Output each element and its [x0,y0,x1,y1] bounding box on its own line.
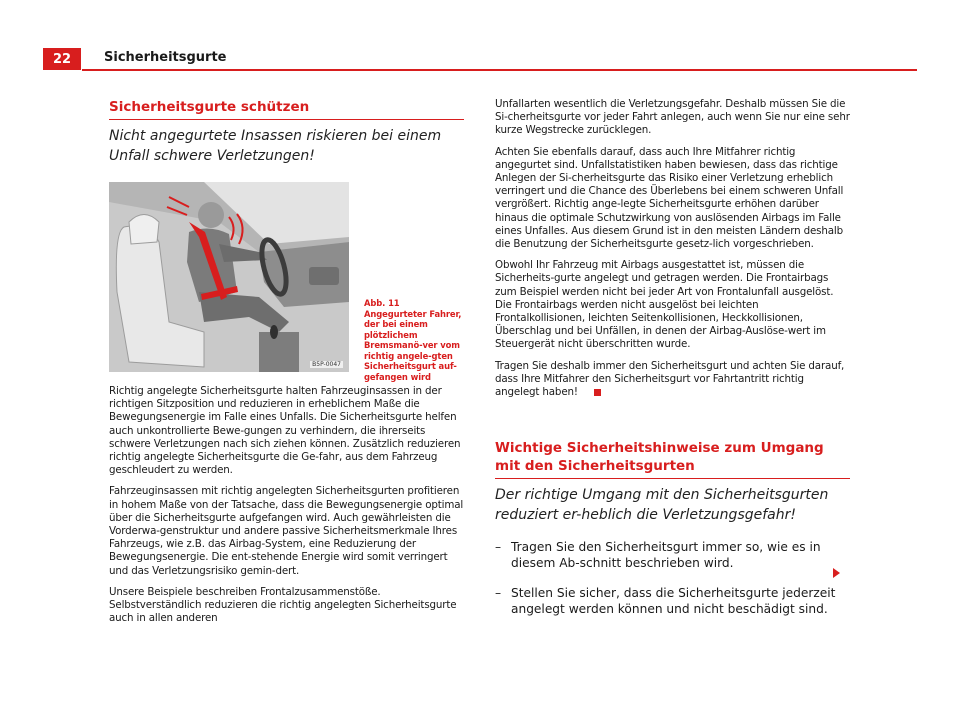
section-title: Wichtige Sicherheitshinweise zum Umgang mit den Sicherheitsgurten [495,439,850,479]
continue-arrow-icon [833,568,840,578]
safety-list [495,539,850,617]
list-dash: – [495,586,502,601]
paragraph-text: Tragen Sie deshalb immer den Sicherheitsgurt und achten Sie darauf, dass Ihre Mitfahrer den Sicherheitsgurt vor Fahrtantritt richtig angelegt haben! [495,359,845,399]
right-column [495,98,850,631]
seatbelt-driver-illustration [109,182,349,372]
header-rule [82,69,917,71]
running-title: Sicherheitsgurte [104,50,227,65]
list-item-text: Stellen Sie sicher, dass die Sicherheitsgurte jederzeit angelegt werden können und nicht beschädigt sind. [511,586,836,617]
paragraph [495,360,850,400]
driver-seatbelt-drawing [109,182,349,372]
paragraph: Unfallarten wesentlich die Verletzungsgefahr. Deshalb müssen Sie die Si-cherheitsgurte vor jeder Fahrt anlegen, auch wenn Sie nur eine sehr kurze Wegstrecke zurücklegen. [495,98,850,137]
section-subtitle: Nicht angegurtete Insassen riskieren bei einem Unfall schwere Verletzungen! [109,128,442,164]
section-title: Sicherheitsgurte schützen [109,98,464,120]
figure-code: B5P-0047 [312,361,341,368]
paragraph: Unsere Beispiele beschreiben Frontalzusammenstöße. Selbstverständlich reduzieren die richtig angelegten Sicherheitsgurte auch in allen anderen [109,585,457,625]
section-subtitle: Der richtige Umgang mit den Sicherheitsgurten reduziert er-heblich die Verletzungsgefahr! [495,487,829,524]
paragraph: Obwohl Ihr Fahrzeug mit Airbags ausgestattet ist, müssen die Sicherheits-gurte angelegt und getragen werden. Die Frontairbags zum Beispiel werden nicht bei jeder Art von Frontalunfall ausgelöst. Die Frontairbags werden nicht ausgelöst bei leichten Frontalkollisionen, leichten Seitenkollisionen, Heckkollisionen, Überschlag und bei Unfällen, in denen der Airbag-Auslöse-wert im Steuergerät nicht überschritten wurde. [495,259,834,351]
paragraph: Fahrzeuginsassen mit richtig angelegten Sicherheitsgurten profitieren in hohem Maße von der Tatsache, dass die Bewegungsenergie optimal über die Sicherheitsgurte aufgefangen wird. Auch gewährleisten die Vorderwa-genstruktur und andere passive Sicherheitsmerkmale Ihres Fahrzeugs, wie z.B. das Airbag-System, eine Reduzierung der Bewegungsenergie. Die ent-stehende Energie wird somit verringert und das Verletzungsrisiko gemin-dert. [109,485,464,577]
list-item-text: Tragen Sie den Sicherheitsgurt immer so, wie es in diesem Ab-schnitt beschrieben wird. [511,540,821,571]
figure [109,182,464,382]
figure-caption: Abb. 11 Angegurteter Fahrer, der bei einem plötzlichem Bremsmanö-ver vom richtig angele-gten Sicherheitsgurt auf-gefangen wird [364,298,462,382]
list-item [495,585,850,617]
left-column [109,98,464,633]
list-dash: – [495,540,502,555]
section-end-marker-icon [594,389,601,396]
paragraph: Achten Sie ebenfalls darauf, dass auch Ihre Mitfahrer richtig angegurtet sind. Unfallstatistiken haben bewiesen, dass das richtige Anlegen der Si-cherheitsgurte das Risiko einer Verletzung erheblich verringert und die Chance des Überlebens bei einem schweren Unfall vergrößert. Richtig ange-legte Sicherheitsgurte erhöhen darüber hinaus die optimale Schutzwirkung von auslösenden Airbags im Falle eines Unfalles. Aus diesem Grund ist in den meisten Ländern deshalb die Benutzung der Sicherheitsgurte gesetz-lich vorgeschrieben. [495,145,844,251]
paragraph: Richtig angelegte Sicherheitsgurte halten Fahrzeuginsassen in der richtigen Sitzposition und reduzieren in erheblichem Maße die Bewegungsenergie im Falle eines Unfalls. Die Sicherheitsgurte helfen auch unkontrollierte Bewe-gungen zu verhindern, die ihrerseits schwere Verletzungen nach sich ziehen können. Zusätzlich reduzieren richtig angelegte Sicherheitsgurte die Ge-fahr, aus dem Fahrzeug geschleudert zu werden. [109,385,461,477]
page-number: 22 [43,48,81,70]
list-item [495,539,850,571]
